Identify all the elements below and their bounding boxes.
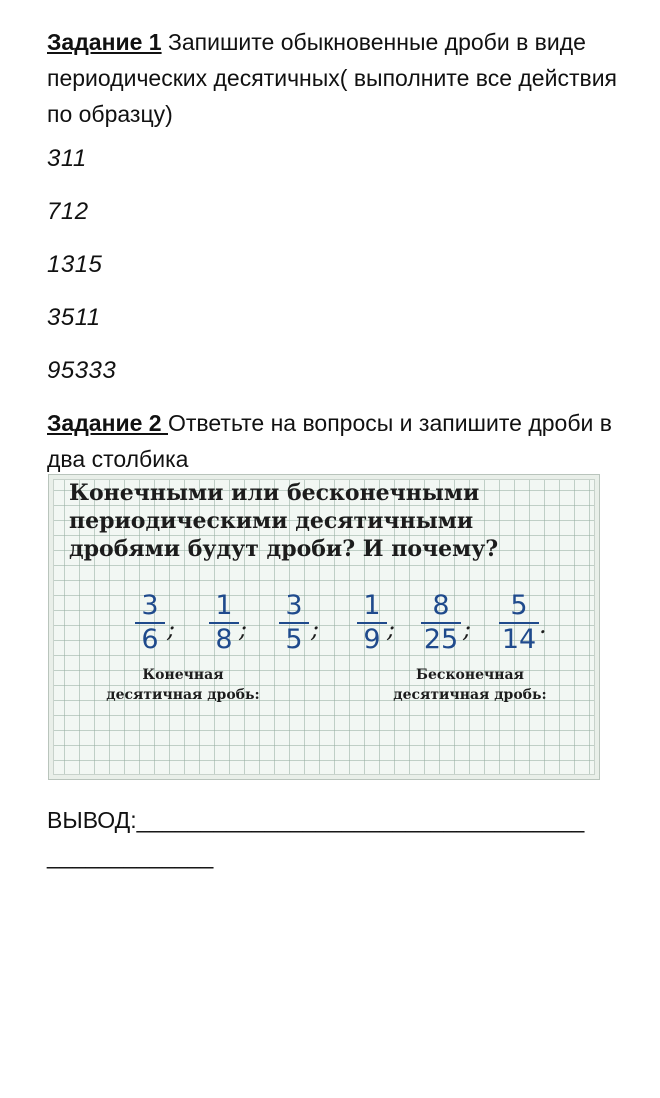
caption-line: десятичная дробь: <box>393 687 547 703</box>
fraction-separator: ; <box>311 615 320 643</box>
task-1-item: 1315 <box>47 251 103 278</box>
fraction-denominator: 25 <box>423 624 459 655</box>
fraction-numerator: 8 <box>432 590 450 621</box>
fraction-denominator: 6 <box>141 624 159 655</box>
task-1-label: Задание 1 <box>47 29 162 55</box>
card-question-line: дробями будут дроби? И почему? <box>69 536 499 562</box>
fraction-denominator: 9 <box>363 624 381 655</box>
fraction-numerator: 3 <box>141 590 159 621</box>
fraction-separator: ; <box>239 615 248 643</box>
fraction <box>133 591 167 655</box>
fraction <box>355 591 389 655</box>
fraction-denominator: 5 <box>285 624 303 655</box>
task-1-text: Запишите обыкновенные дроби в виде периодических десятичных( выполните все действия по образцу) <box>47 29 618 127</box>
card-question-line: периодическими десятичными <box>69 508 474 534</box>
conclusion-line: ___________________________________ <box>136 807 585 833</box>
fraction-denominator: 8 <box>215 624 233 655</box>
task-1-item: 311 <box>47 145 87 172</box>
task-1-item: 3511 <box>47 304 101 331</box>
task-2-label: Задание 2 <box>47 410 168 436</box>
fraction-denominator: 14 <box>501 624 537 655</box>
caption-line: десятичная дробь: <box>106 687 260 703</box>
fraction-numerator: 3 <box>285 590 303 621</box>
task-2-text: Ответьте на вопросы и запишите дроби в два столбика <box>47 410 612 472</box>
fraction <box>207 591 241 655</box>
fraction <box>419 591 463 655</box>
fraction-separator: ; <box>387 615 396 643</box>
fraction-separator: ; <box>167 615 176 643</box>
fraction-separator: . <box>539 611 547 639</box>
caption-line: Конечная <box>142 667 224 683</box>
fraction <box>497 591 541 655</box>
caption-line: Бесконечная <box>416 667 524 683</box>
conclusion <box>47 802 584 874</box>
task-1-heading <box>47 24 627 132</box>
finite-decimal-caption <box>83 665 283 705</box>
fraction-numerator: 5 <box>510 590 528 621</box>
conclusion-line: _____________ <box>47 843 214 869</box>
conclusion-label: ВЫВОД: <box>47 807 137 833</box>
fraction-numerator: 1 <box>363 590 381 621</box>
fraction-numerator: 1 <box>215 590 233 621</box>
card-question-line: Конечными или бесконечными <box>69 480 480 506</box>
card-question <box>69 479 589 563</box>
fraction <box>277 591 311 655</box>
task-1-item: 95333 <box>47 357 117 384</box>
fractions-picture-card <box>48 474 600 780</box>
infinite-decimal-caption <box>365 665 575 705</box>
task-1-item: 712 <box>47 198 89 225</box>
fraction-separator: ; <box>463 615 472 643</box>
task-2-heading <box>47 405 627 477</box>
